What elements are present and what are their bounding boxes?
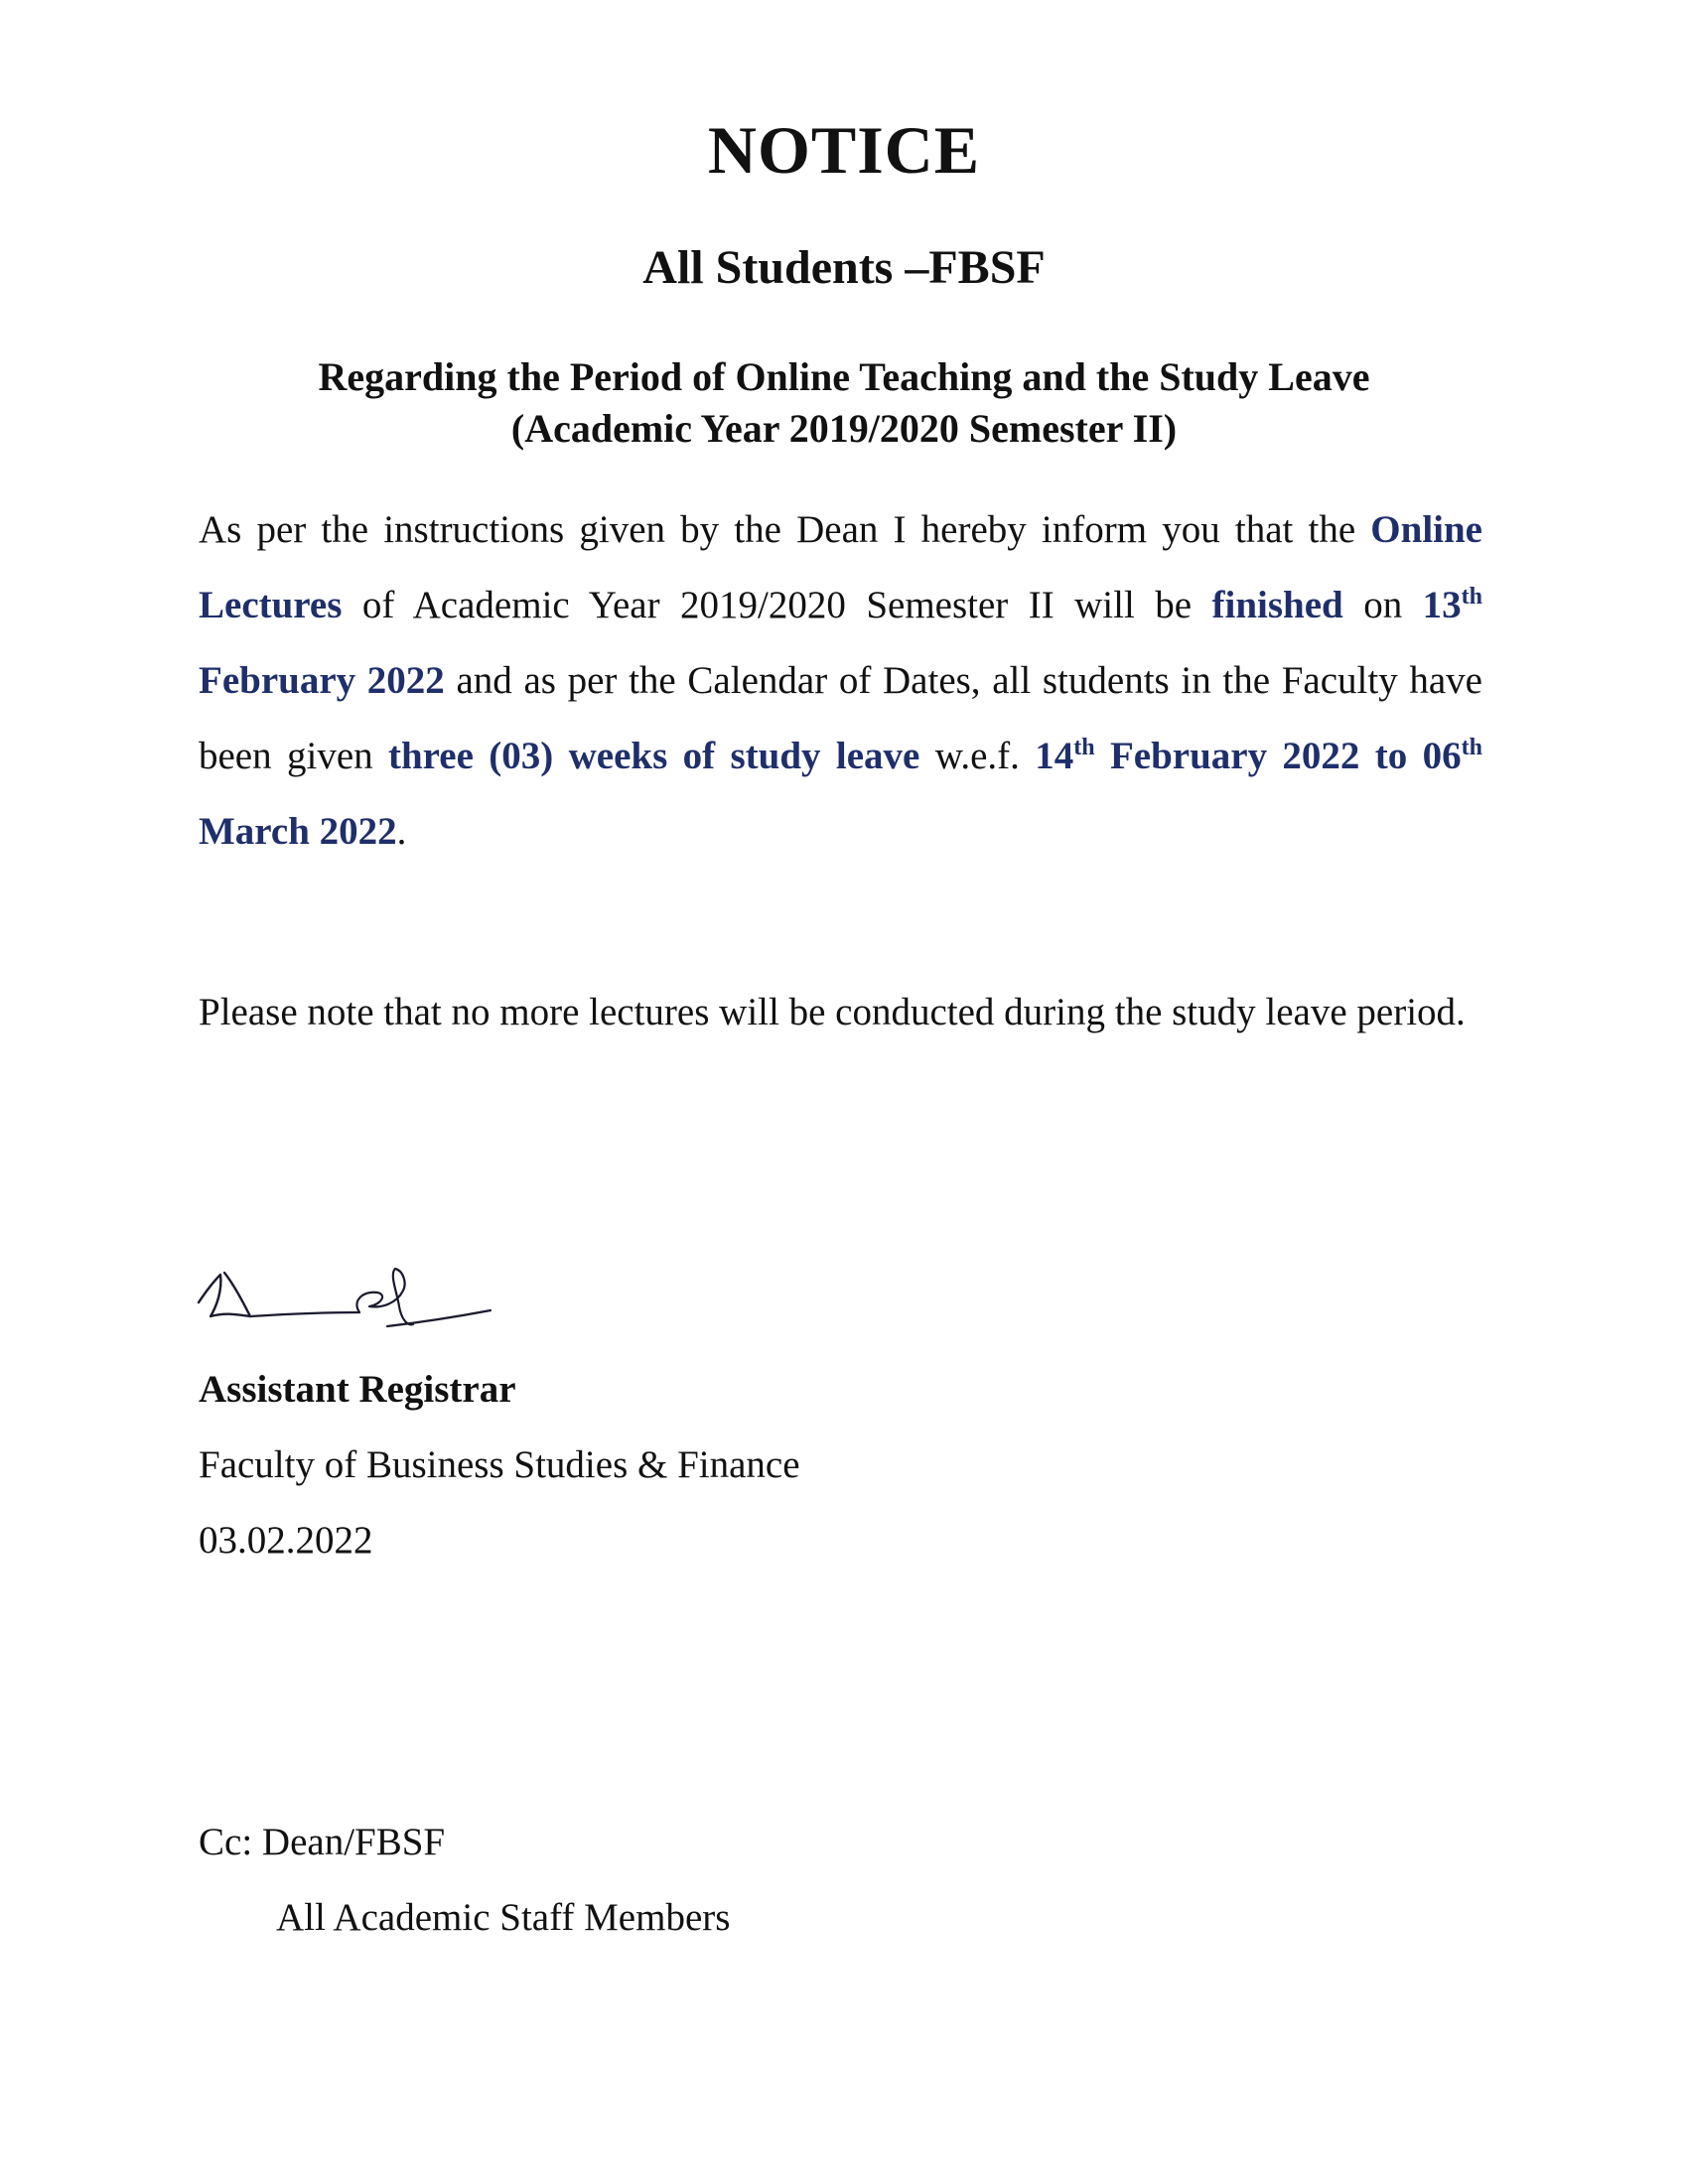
end-date-highlight: 13th February 2022: [199, 584, 1482, 702]
handwritten-signature: [193, 1231, 500, 1340]
notice-date: 03.02.2022: [199, 1519, 373, 1562]
p1-text-d: and as per the Calendar of Dates, all students in the Faculty have been given: [199, 659, 1482, 777]
finished-highlight: finished: [1211, 584, 1343, 626]
signatory-faculty: Faculty of Business Studies & Finance: [199, 1443, 800, 1486]
cc-line-2: All Academic Staff Members: [276, 1896, 731, 1939]
notice-audience: All Students –FBSF: [642, 241, 1046, 294]
p1-text-b: of Academic Year 2019/2020 Semester II will be: [342, 584, 1212, 626]
signature-block: [199, 1352, 800, 1578]
study-leave-highlight: three (03) weeks of study leave: [388, 735, 920, 777]
online-lectures-highlight: Online Lectures: [199, 508, 1482, 626]
notice-subject: [0, 351, 1688, 455]
p1-text-f: .: [396, 810, 407, 853]
body-paragraph-2: Please note that no more lectures will be conducted during the study leave period.: [199, 991, 1466, 1033]
cc-line-1: Cc: Dean/FBSF: [199, 1821, 446, 1863]
p1-text-e: w.e.f.: [919, 735, 1036, 777]
p1-text-a: As per the instructions given by the Dean I hereby inform you that the: [199, 508, 1371, 551]
subject-line-2: (Academic Year 2019/2020 Semester II): [510, 406, 1178, 451]
leave-period-highlight: 14th February 2022 to 06th March 2022: [199, 735, 1482, 853]
cc-block: [199, 1805, 730, 1956]
notice-title: NOTICE: [707, 112, 981, 188]
signatory-title: Assistant Registrar: [199, 1368, 516, 1411]
p1-text-c: on: [1342, 584, 1423, 626]
body-paragraph-1: [199, 492, 1482, 870]
subject-line-1: Regarding the Period of Online Teaching and the Study Leave: [318, 354, 1370, 399]
